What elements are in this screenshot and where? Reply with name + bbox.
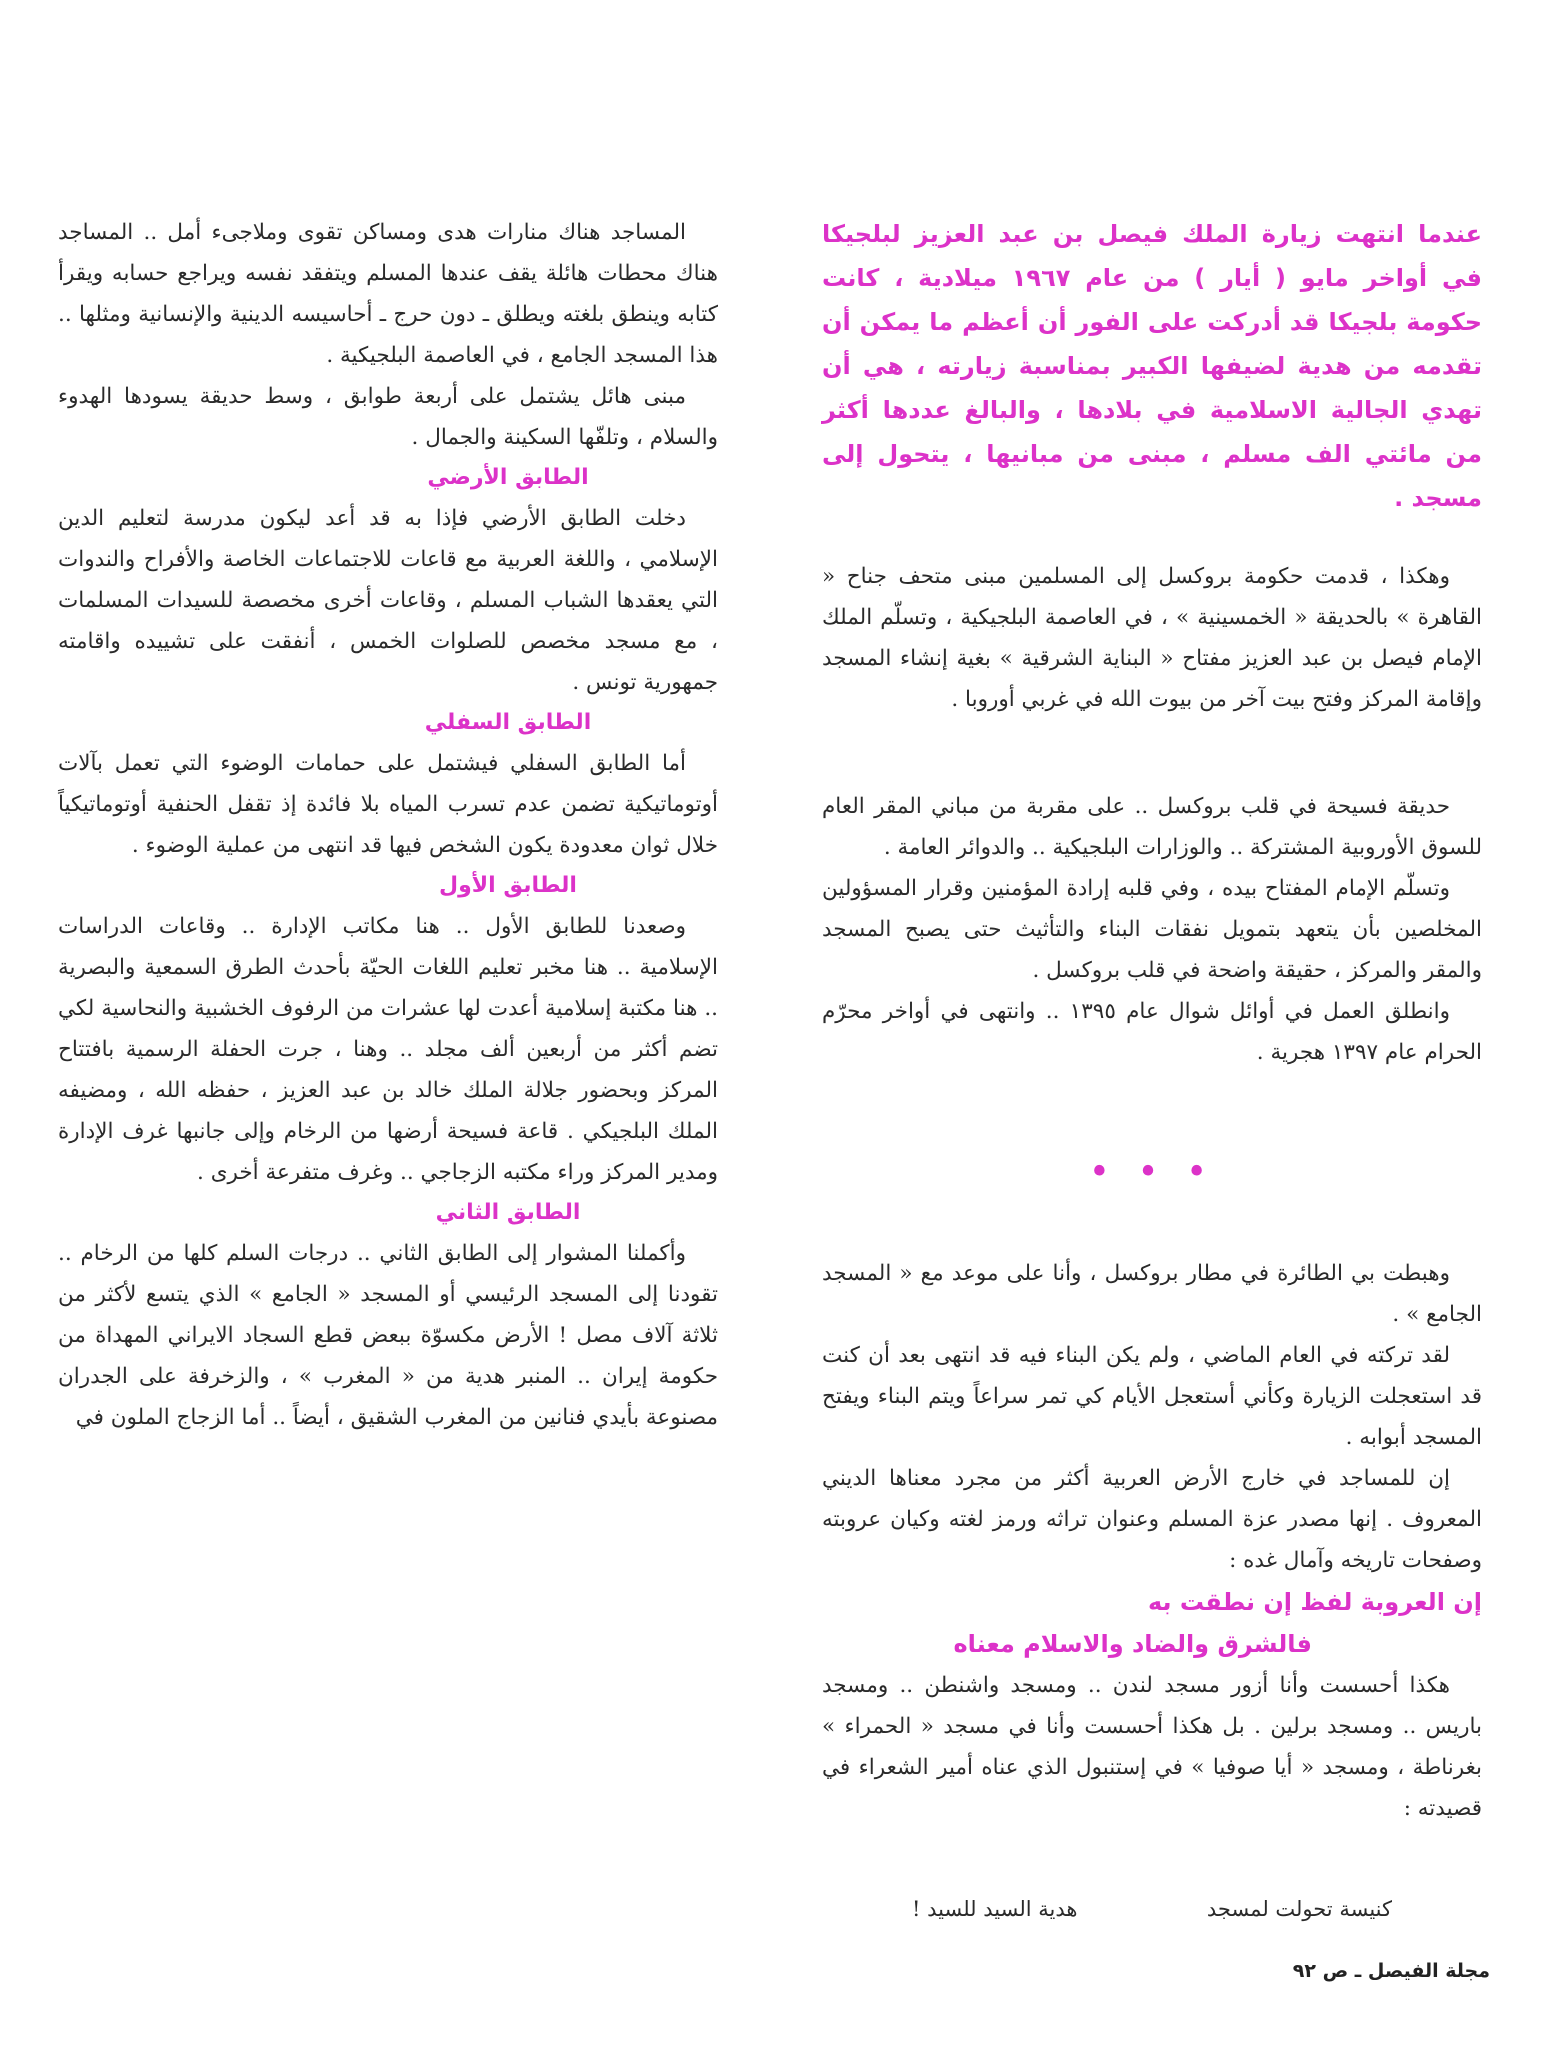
spacer bbox=[822, 720, 1482, 786]
body-paragraph: وتسلّم الإمام المفتاح بيده ، وفي قلبه إرادة المؤمنين وقرار المسؤولين المخلصين بأن يتعهد بتمويل نفقات البناء والتأثيث حتى يصبح المسجد والمقر والمركز ، حقيقة واضحة في قلب بروكسل . bbox=[822, 876, 1482, 983]
body-paragraph: وهكذا ، قدمت حكومة بروكسل إلى المسلمين مبنى متحف جناح « القاهرة » بالحديقة « الخمسينية » ، في العاصمة البلجيكية ، وتسلّم الملك الإمام فيصل بن عبد العزيز مفتاح « البناية الشرقية » بغية إنشاء المسجد وإقامة المركز وفتح بيت آخر من بيوت الله في غربي أوروبا . bbox=[822, 564, 1482, 712]
body-paragraph: هكذا أحسست وأنا أزور مسجد لندن .. ومسجد واشنطن .. ومسجد باريس .. ومسجد برلين . بل هكذا أحسست وأنا في مسجد « الحمراء » بغرناطة ، ومسجد « أيا صوفيا » في إستنبول الذي عناه أمير الشعراء في قصيدته : bbox=[822, 1673, 1482, 1821]
section-divider-dots: • • • bbox=[1088, 1152, 1216, 1193]
body-paragraph: مبنى هائل يشتمل على أربعة طوابق ، وسط حديقة يسودها الهدوء والسلام ، وتلفّها السكينة والجمال . bbox=[58, 384, 718, 450]
page-footer: مجلة الفيصل ـ ص ٩٢ bbox=[1292, 1960, 1490, 1982]
body-paragraph: إن للمساجد في خارج الأرض العربية أكثر من مجرد معناها الديني المعروف . إنها مصدر عزة المسلم وعنوان تراثه ورمز لغته وكيان عروبته وصفحات تاريخه وآمال غده : bbox=[822, 1466, 1482, 1573]
body-paragraph: وانطلق العمل في أوائل شوال عام ١٣٩٥ .. وانتهى في أواخر محرّم الحرام عام ١٣٩٧ هجرية . bbox=[822, 999, 1482, 1065]
verse-line-2: فالشرق والضاد والاسلام معناه bbox=[953, 1630, 1312, 1658]
section-heading-first-floor: الطابق الأول bbox=[439, 873, 577, 898]
poem-couplet bbox=[912, 1889, 1392, 1930]
section-heading-ground-floor: الطابق الأرضي bbox=[427, 465, 589, 490]
body-paragraph: حديقة فسيحة في قلب بروكسل .. على مقربة من مباني المقر العام للسوق الأوروبية المشتركة .. والوزارات البلجيكية .. والدوائر العامة . bbox=[822, 794, 1482, 860]
section-heading-basement: الطابق السفلي bbox=[424, 710, 592, 735]
poem-hemistich-1: كنيسة تحولت لمسجد bbox=[1206, 1897, 1392, 1921]
body-paragraph: لقد تركته في العام الماضي ، ولم يكن البناء فيه قد انتهى بعد أن كنت قد استعجلت الزيارة وكأني أستعجل الأيام كي تمر سراعاً ويتم البناء ويفتح المسجد أبوابه . bbox=[822, 1343, 1482, 1450]
body-paragraph: أما الطابق السفلي فيشتمل على حمامات الوضوء التي تعمل بآلات أوتوماتيكية تضمن عدم تسرب المياه بلا فائدة إذ تقفل الحنفية أوتوماتيكياً خلال ثوان معدودة يكون الشخص فيها قد انتهى من عملية الوضوء . bbox=[58, 751, 718, 858]
left-column bbox=[58, 212, 718, 1438]
body-paragraph: المساجد هناك منارات هدى ومساكن تقوى وملاجىء أمل .. المساجد هناك محطات هائلة يقف عندها المسلم ويتفقد نفسه ويراجع حسابه ويقرأ كتابه وينطق بلغته ويطلق ـ دون حرج ـ أحاسيسه الدينية والإنسانية ومثلها .. هذا المسجد الجامع ، في العاصمة البلجيكية . bbox=[58, 220, 718, 368]
body-paragraph: وأكملنا المشوار إلى الطابق الثاني .. درجات السلم كلها من الرخام .. تقودنا إلى المسجد الرئيسي أو المسجد « الجامع » الذي يتسع لأكثر من ثلاثة آلاف مصل ! الأرض مكسوّة ببعض قطع السجاد الايراني المهداة من حكومة إيران .. المنبر هدية من « المغرب » ، والزخرفة على الجدران مصنوعة بأيدي فنانين من المغرب الشقيق ، أيضاً .. أما الزجاج الملون في bbox=[58, 1241, 718, 1430]
section-heading-second-floor: الطابق الثاني bbox=[435, 1200, 581, 1225]
right-column bbox=[822, 212, 1482, 1930]
body-paragraph: دخلت الطابق الأرضي فإذا به قد أعد ليكون مدرسة لتعليم الدين الإسلامي ، واللغة العربية مع قاعات للاجتماعات الخاصة والأفراح والندوات التي يعقدها الشباب المسلم ، وقاعات أخرى مخصصة للسيدات المسلمات ، مع مسجد مخصص للصلوات الخمس ، أنفقت على تشييده واقامته جمهورية تونس . bbox=[58, 506, 718, 695]
body-paragraph: وصعدنا للطابق الأول .. هنا مكاتب الإدارة .. وقاعات الدراسات الإسلامية .. هنا مخبر تعليم اللغات الحيّة بأحدث الطرق السمعية والبصرية .. هنا مكتبة إسلامية أعدت لها عشرات من الرفوف الخشبية والنحاسية لكي تضم أكثر من أربعين ألف مجلد .. وهنا ، جرت الحفلة الرسمية بافتتاح المركز وبحضور جلالة الملك خالد بن عبد العزيز ، حفظه الله ، ومضيفه الملك البلجيكي . قاعة فسيحة أرضها من الرخام وإلى جانبها غرف الإدارة ومدير المركز وراء مكتبه الزجاجي .. وغرف متفرعة أخرى . bbox=[58, 914, 718, 1185]
body-paragraph: وهبطت بي الطائرة في مطار بروكسل ، وأنا على موعد مع « المسجد الجامع » . bbox=[822, 1261, 1482, 1327]
verse-line-1: إن العروبة لفظ إن نطقت به bbox=[1147, 1588, 1482, 1616]
intro-paragraph: عندما انتهت زيارة الملك فيصل بن عبد العزيز لبلجيكا في أواخر مايو ( أيار ) من عام ١٩٦٧ ميلادية ، كانت حكومة بلجيكا قد أدركت على الفور أن أعظم ما يمكن أن تقدمه من هدية لضيفها الكبير بمناسبة زيارته ، هي أن تهدي الجالية الاسلامية في بلادها ، والبالغ عددها أكثر من مائتي الف مسلم ، مبنى من مبانيها ، يتحول إلى مسجد . bbox=[822, 220, 1482, 512]
poem-hemistich-2: هدية السيد للسيد ! bbox=[912, 1897, 1078, 1921]
